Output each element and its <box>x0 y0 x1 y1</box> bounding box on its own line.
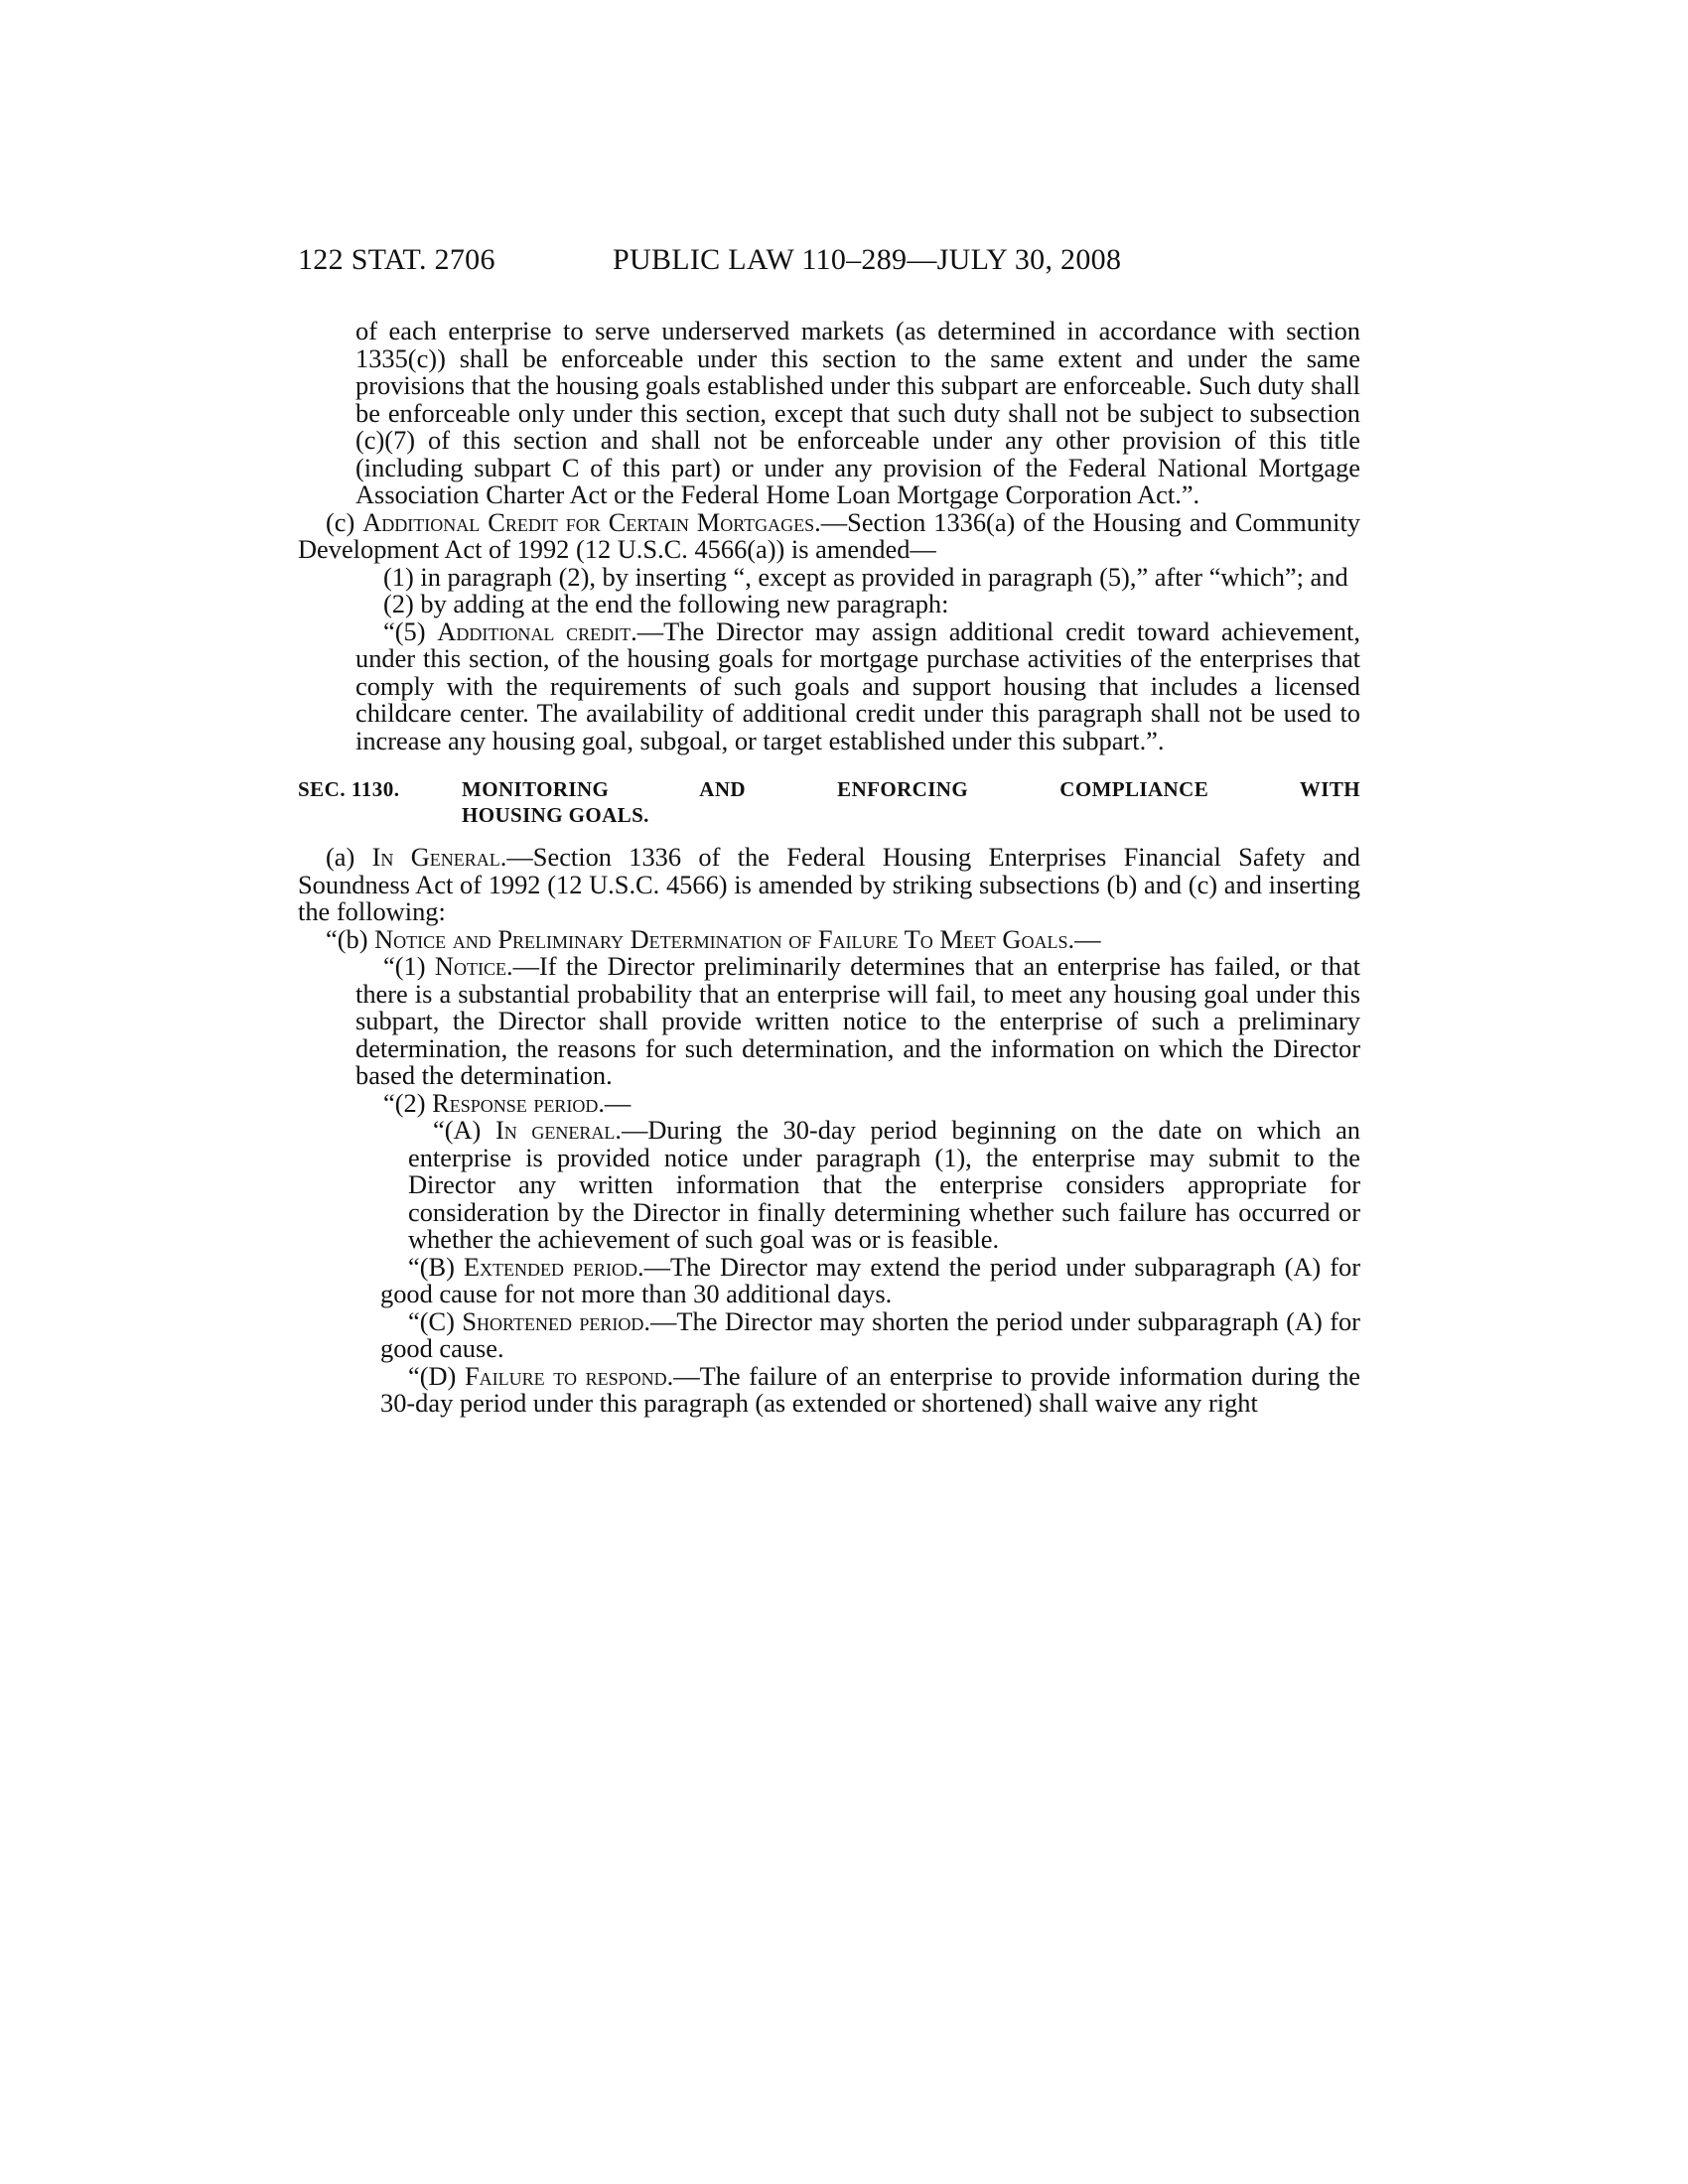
subsection-c <box>298 506 1360 564</box>
subsection-heading: Additional Credit for Certain Mortgages. <box>362 506 821 537</box>
subsection-label: (a) <box>326 842 372 872</box>
subsection-b <box>298 923 1360 954</box>
subsection-text: — <box>1074 923 1101 954</box>
statute-page-number: 122 STAT. 2706 <box>298 243 495 276</box>
subsection-heading: In General. <box>371 842 507 872</box>
subparagraph-b2A <box>298 1117 1360 1254</box>
document-body <box>298 318 1360 1418</box>
subparagraph-label: “(A) <box>433 1115 495 1145</box>
subsection-a <box>298 844 1360 926</box>
subparagraph-b2C <box>298 1305 1360 1363</box>
subparagraph-b2B <box>298 1251 1360 1308</box>
section-title-line: HOUSING GOALS. <box>462 803 649 827</box>
paragraph-b1 <box>298 953 1360 1090</box>
page-header <box>298 243 1390 283</box>
section-number: SEC. 1130. <box>298 777 400 801</box>
section-title <box>462 776 1360 828</box>
paragraph-text: (2) by adding at the end the following new paragraph: <box>383 589 949 618</box>
section-title-line: MONITORING AND ENFORCING COMPLIANCE WITH <box>462 777 1360 801</box>
paragraph-heading: Response period. <box>432 1087 605 1118</box>
subparagraph-heading: In general. <box>494 1115 622 1145</box>
subsection-heading: Notice and Preliminary Determination of Failure To Meet Goals. <box>374 923 1075 954</box>
subparagraph-text: —The Director may extend the period under subparagraph (A) for good cause for not more than 30 additional days. <box>380 1251 1360 1308</box>
subparagraph-heading: Extended period. <box>463 1251 644 1282</box>
paragraph-c1 <box>298 561 1360 592</box>
subparagraph-label: “(B) <box>408 1251 464 1282</box>
paragraph-text: of each enterprise to serve underserved markets (as determined in accordance with section 1335(c)) shall be enforceable under this section to the same extent and under the same provisions that the housing goals established under this subpart are enforceable. Such duty shall be enforceable only under this section, except that such duty shall not be subject to subsection (c)(7) of this section and shall not be enforceable under any other provision of this title (including subpart C of this part) or under any provision of the Federal National Mortgage Association Charter Act or the Federal Home Loan Mortgage Corporation Act.”. <box>355 316 1360 509</box>
paragraph-text: — <box>604 1087 632 1118</box>
paragraph-continuation <box>298 318 1360 509</box>
section-heading <box>298 776 1360 828</box>
paragraph-label: “(2) <box>383 1087 433 1118</box>
paragraph-label: “(5) <box>383 615 438 646</box>
paragraph-text: (1) in paragraph (2), by inserting “, except as provided in paragraph (5),” after “which”; and <box>383 561 1348 592</box>
subsection-text: —Section 1336(a) of the Housing and Community Development Act of 1992 (12 U.S.C. 4566(a)) is amended— <box>298 506 1360 564</box>
paragraph-c2 <box>298 591 1360 618</box>
subsection-label: (c) <box>326 506 363 537</box>
subparagraph-heading: Failure to respond. <box>464 1360 674 1391</box>
running-title: PUBLIC LAW 110–289—JULY 30, 2008 <box>613 243 1122 276</box>
subparagraph-heading: Shortened period. <box>462 1305 651 1336</box>
subsection-text: —Section 1336 of the Federal Housing Enterprises Financial Safety and Soundness Act of 1992 (12 U.S.C. 4566) is amended by striking subsections (b) and (c) and inserting the following: <box>298 842 1360 926</box>
paragraph-heading: Notice. <box>434 951 513 981</box>
subparagraph-text: —The failure of an enterprise to provide information during the 30-day period under this paragraph (as extended or shortened) shall waive any right <box>380 1360 1360 1418</box>
subparagraph-text: —During the 30-day period beginning on the date on which an enterprise is provided notice under paragraph (1), the enterprise may submit to the Director any written information that the enterprise considers appropriate for consideration by the Director in finally determining whether such failure has occurred or whether the achievement of such goal was or is feasible. <box>408 1115 1360 1254</box>
paragraph-text: —The Director may assign additional credit toward achievement, under this section, of the housing goals for mortgage purchase activities of the enterprises that comply with the requirements of such goals and support housing that includes a licensed childcare center. The availability of additional credit under this paragraph shall not be used to increase any housing goal, subgoal, or target established under this subpart.”. <box>355 615 1360 755</box>
paragraph-label: “(1) <box>383 951 435 981</box>
paragraph-text: —If the Director preliminarily determines that an enterprise has failed, or that there is a substantial probability that an enterprise will fail, to meet any housing goal under this subpart, the Director shall provide written notice to the enterprise of such a preliminary determination, the reasons for such determination, and the information on which the Director based the determination. <box>355 951 1360 1090</box>
subparagraph-label: “(C) <box>408 1305 463 1336</box>
subparagraph-label: “(D) <box>408 1360 465 1391</box>
subsection-label: “(b) <box>326 923 375 954</box>
paragraph-b2 <box>298 1087 1360 1118</box>
subparagraph-b2D <box>298 1360 1360 1418</box>
subparagraph-text: —The Director may shorten the period under subparagraph (A) for good cause. <box>380 1305 1360 1363</box>
paragraph-heading: Additional credit. <box>437 615 637 646</box>
paragraph-c5 <box>298 615 1360 755</box>
